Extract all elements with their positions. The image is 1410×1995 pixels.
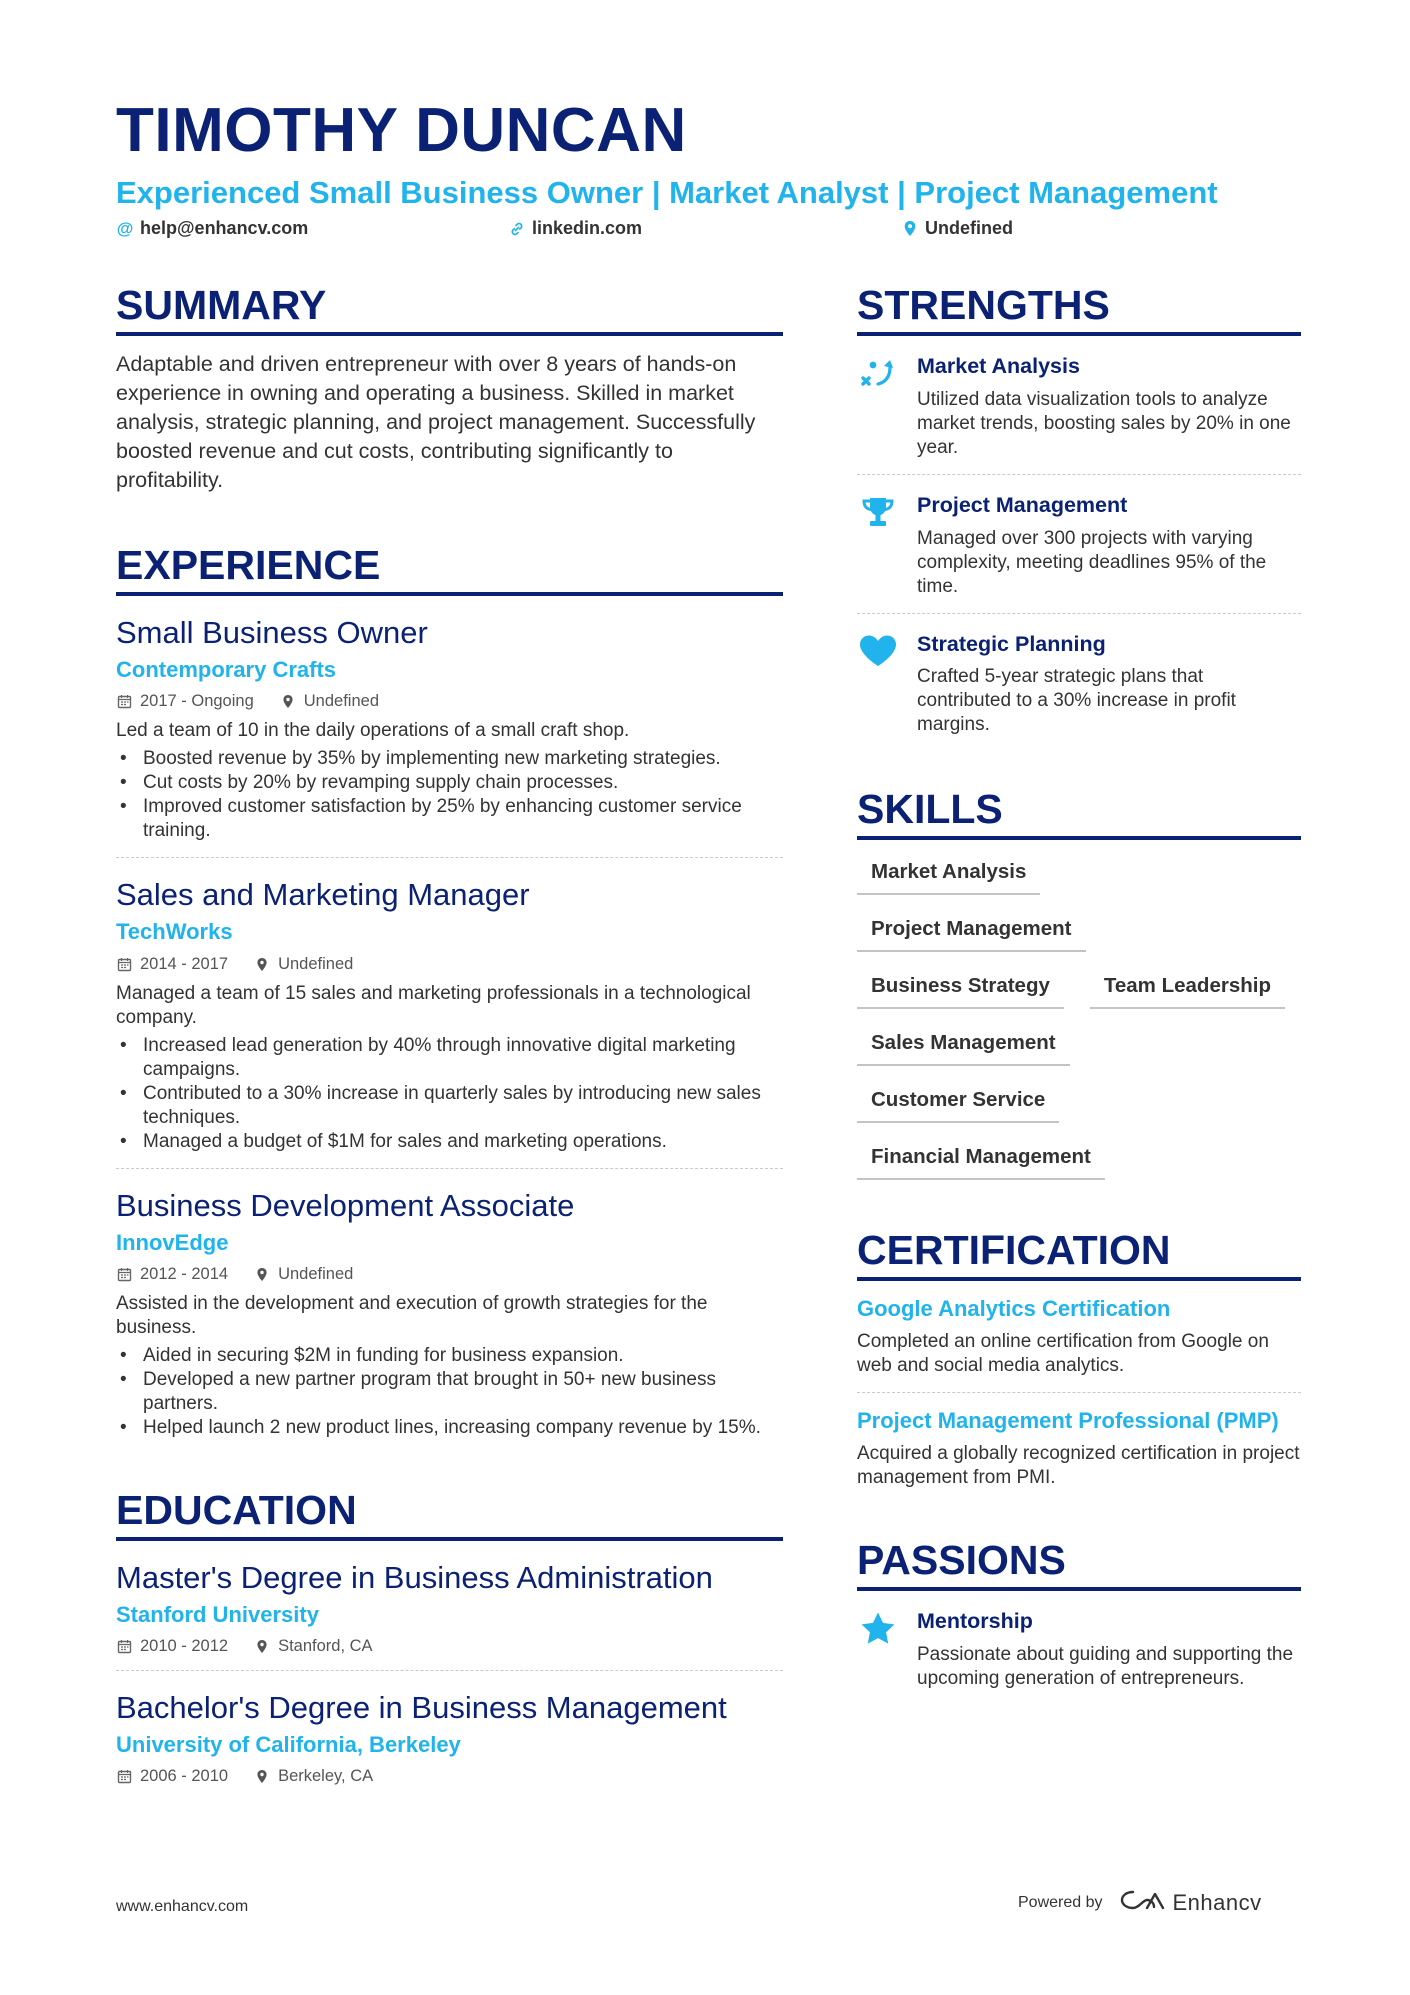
calendar-icon bbox=[116, 1639, 132, 1654]
candidate-title: Experienced Small Business Owner | Market Analyst | Project Management bbox=[116, 175, 1218, 210]
calendar-icon bbox=[116, 1267, 132, 1282]
job-company: Contemporary Crafts bbox=[116, 657, 337, 683]
strength-item bbox=[857, 614, 1301, 752]
job-location-text: Undefined bbox=[303, 692, 379, 711]
brand-name: Enhancv bbox=[1172, 1890, 1262, 1915]
school-name: Stanford University bbox=[116, 1601, 319, 1627]
link-icon bbox=[508, 221, 526, 237]
contact-email[interactable] bbox=[116, 218, 308, 239]
job-dates-text: 2012 - 2014 bbox=[140, 1264, 229, 1283]
at-icon: @ bbox=[116, 218, 134, 238]
job-description: Assisted in the development and execution of growth strategies for the business. bbox=[116, 1292, 708, 1338]
job-location-text: Undefined bbox=[278, 1264, 354, 1283]
location-text: Undefined bbox=[925, 218, 1013, 238]
certification-item bbox=[857, 1393, 1301, 1504]
degree-title: Bachelor's Degree in Business Management bbox=[116, 1690, 727, 1726]
infinity-logo-icon bbox=[1119, 1888, 1165, 1918]
education-dates-text: 2010 - 2012 bbox=[140, 1637, 229, 1656]
job-bullet: • Increased lead generation by 40% through innovative digital marketing campaigns. bbox=[116, 1034, 783, 1082]
job-meta bbox=[116, 1265, 783, 1284]
star-icon bbox=[857, 1609, 899, 1691]
education-location-text: Berkeley, CA bbox=[278, 1767, 374, 1786]
certification-section bbox=[857, 1227, 1301, 1504]
skill-tag: Project Management bbox=[857, 909, 1086, 952]
footer-branding bbox=[1018, 1888, 1262, 1918]
job-meta bbox=[116, 692, 783, 711]
job-meta bbox=[116, 955, 783, 974]
education-location-text: Stanford, CA bbox=[278, 1637, 373, 1656]
experience-section bbox=[116, 542, 783, 1454]
job-bullet: • Helped launch 2 new product lines, increasing company revenue by 15%. bbox=[116, 1416, 783, 1440]
education-dates bbox=[116, 1767, 228, 1786]
right-column bbox=[857, 282, 1301, 1705]
education-heading: EDUCATION bbox=[116, 1490, 783, 1541]
experience-item bbox=[116, 596, 783, 858]
job-dates-text: 2017 - Ongoing bbox=[140, 692, 254, 711]
certification-heading: CERTIFICATION bbox=[857, 1230, 1301, 1281]
experience-heading: EXPERIENCE bbox=[116, 545, 783, 596]
certification-description: Acquired a globally recognized certification in project management from PMI. bbox=[857, 1443, 1300, 1489]
school-name: University of California, Berkeley bbox=[116, 1732, 461, 1758]
experience-item bbox=[116, 1169, 783, 1454]
education-section bbox=[116, 1486, 783, 1801]
linkedin-text: linkedin.com bbox=[532, 218, 643, 238]
job-location bbox=[254, 955, 353, 974]
passions-section bbox=[857, 1537, 1301, 1705]
calendar-icon bbox=[116, 957, 132, 972]
job-bullets bbox=[116, 747, 783, 843]
strength-title: Market Analysis bbox=[917, 354, 1080, 378]
job-bullets bbox=[116, 1344, 783, 1440]
contact-location bbox=[901, 218, 1013, 239]
certification-description: Completed an online certification from Google on web and social media analytics. bbox=[857, 1331, 1269, 1377]
summary-heading: SUMMARY bbox=[116, 285, 783, 336]
job-description: Managed a team of 15 sales and marketing professionals in a technological company. bbox=[116, 982, 751, 1028]
job-dates bbox=[116, 955, 228, 974]
education-location bbox=[254, 1767, 373, 1786]
job-location bbox=[254, 1265, 353, 1284]
job-description: Led a team of 10 in the daily operations of a small craft shop. bbox=[116, 720, 630, 742]
skill-tag: Sales Management bbox=[857, 1023, 1070, 1066]
job-bullet: • Managed a budget of $1M for sales and marketing operations. bbox=[116, 1130, 783, 1154]
job-bullet: • Contributed to a 30% increase in quarterly sales by introducing new sales techniques. bbox=[116, 1082, 783, 1130]
certification-title: Google Analytics Certification bbox=[857, 1296, 1171, 1322]
strength-item bbox=[857, 336, 1301, 475]
job-bullet: • Aided in securing $2M in funding for business expansion. bbox=[116, 1344, 783, 1368]
location-pin-icon bbox=[901, 220, 919, 237]
summary-text: Adaptable and driven entrepreneur with over 8 years of hands-on experience in owning and operating a business. Skilled in market analysis, strategic planning, and project management. Successfully boosted revenue and cut costs, contributing significantly to profitability. bbox=[116, 352, 756, 492]
passions-heading: PASSIONS bbox=[857, 1540, 1301, 1591]
strength-item bbox=[857, 475, 1301, 614]
job-bullet: • Developed a new partner program that brought in 50+ new business partners. bbox=[116, 1368, 783, 1416]
skills-heading: SKILLS bbox=[857, 789, 1301, 840]
location-pin-icon bbox=[254, 1769, 270, 1784]
strength-title: Strategic Planning bbox=[917, 631, 1106, 656]
skill-tag: Team Leadership bbox=[1090, 966, 1285, 1009]
contact-linkedin[interactable] bbox=[508, 218, 642, 239]
job-dates bbox=[116, 692, 254, 711]
education-dates bbox=[116, 1637, 228, 1656]
heart-icon bbox=[857, 632, 899, 738]
job-role: Business Development Associate bbox=[116, 1187, 575, 1223]
strength-description: Crafted 5-year strategic plans that contributed to a 30% increase in profit margins. bbox=[917, 666, 1236, 736]
education-item bbox=[116, 1671, 783, 1800]
job-bullet: • Boosted revenue by 35% by implementing new marketing strategies. bbox=[116, 747, 783, 771]
location-pin-icon bbox=[280, 694, 296, 709]
skill-tag: Financial Management bbox=[857, 1137, 1105, 1180]
email-text: help@enhancv.com bbox=[140, 218, 309, 238]
passion-title: Mentorship bbox=[917, 1609, 1033, 1634]
strengths-section bbox=[857, 282, 1301, 751]
strength-title: Project Management bbox=[917, 492, 1128, 517]
left-column bbox=[116, 282, 783, 1800]
job-role: Sales and Marketing Manager bbox=[116, 877, 530, 913]
location-pin-icon bbox=[254, 957, 270, 972]
skills-section bbox=[857, 786, 1301, 1194]
skill-tag: Market Analysis bbox=[857, 852, 1040, 895]
job-dates bbox=[116, 1265, 228, 1284]
passion-item bbox=[857, 1591, 1301, 1705]
trophy-icon bbox=[857, 493, 899, 599]
job-location-text: Undefined bbox=[278, 954, 354, 973]
skills-list bbox=[857, 852, 1301, 1194]
strengths-heading: STRENGTHS bbox=[857, 285, 1301, 336]
skill-tag: Customer Service bbox=[857, 1080, 1059, 1123]
job-bullet: • Cut costs by 20% by revamping supply chain processes. bbox=[116, 771, 783, 795]
footer-website[interactable]: www.enhancv.com bbox=[116, 1898, 249, 1915]
job-company: InnovEdge bbox=[116, 1229, 229, 1255]
candidate-name: TIMOTHY DUNCAN bbox=[116, 96, 687, 165]
passion-description: Passionate about guiding and supporting the upcoming generation of entrepreneurs. bbox=[917, 1644, 1294, 1690]
certification-item bbox=[857, 1281, 1301, 1393]
education-meta bbox=[116, 1767, 783, 1786]
job-dates-text: 2014 - 2017 bbox=[140, 954, 229, 973]
strategy-icon bbox=[857, 354, 899, 460]
job-location bbox=[280, 692, 379, 711]
brand-logo[interactable] bbox=[1119, 1888, 1262, 1918]
job-bullets bbox=[116, 1034, 783, 1154]
calendar-icon bbox=[116, 1769, 132, 1784]
degree-title: Master's Degree in Business Administration bbox=[116, 1559, 713, 1595]
powered-by-text: Powered by bbox=[1018, 1894, 1103, 1911]
education-dates-text: 2006 - 2010 bbox=[140, 1767, 229, 1786]
summary-section bbox=[116, 282, 783, 495]
job-bullet: • Improved customer satisfaction by 25% by enhancing customer service training. bbox=[116, 795, 783, 843]
education-meta bbox=[116, 1637, 783, 1656]
skill-tag: Business Strategy bbox=[857, 966, 1064, 1009]
education-item bbox=[116, 1541, 783, 1671]
job-role: Small Business Owner bbox=[116, 615, 428, 650]
job-company: TechWorks bbox=[116, 919, 233, 945]
strength-description: Utilized data visualization tools to analyze market trends, boosting sales by 20% in one year. bbox=[917, 388, 1291, 458]
experience-item bbox=[116, 858, 783, 1168]
location-pin-icon bbox=[254, 1267, 270, 1282]
certification-title: Project Management Professional (PMP) bbox=[857, 1408, 1279, 1434]
education-location bbox=[254, 1637, 372, 1656]
calendar-icon bbox=[116, 694, 132, 709]
location-pin-icon bbox=[254, 1639, 270, 1654]
contact-bar bbox=[116, 218, 1306, 242]
strength-description: Managed over 300 projects with varying complexity, meeting deadlines 95% of the time. bbox=[917, 527, 1267, 597]
